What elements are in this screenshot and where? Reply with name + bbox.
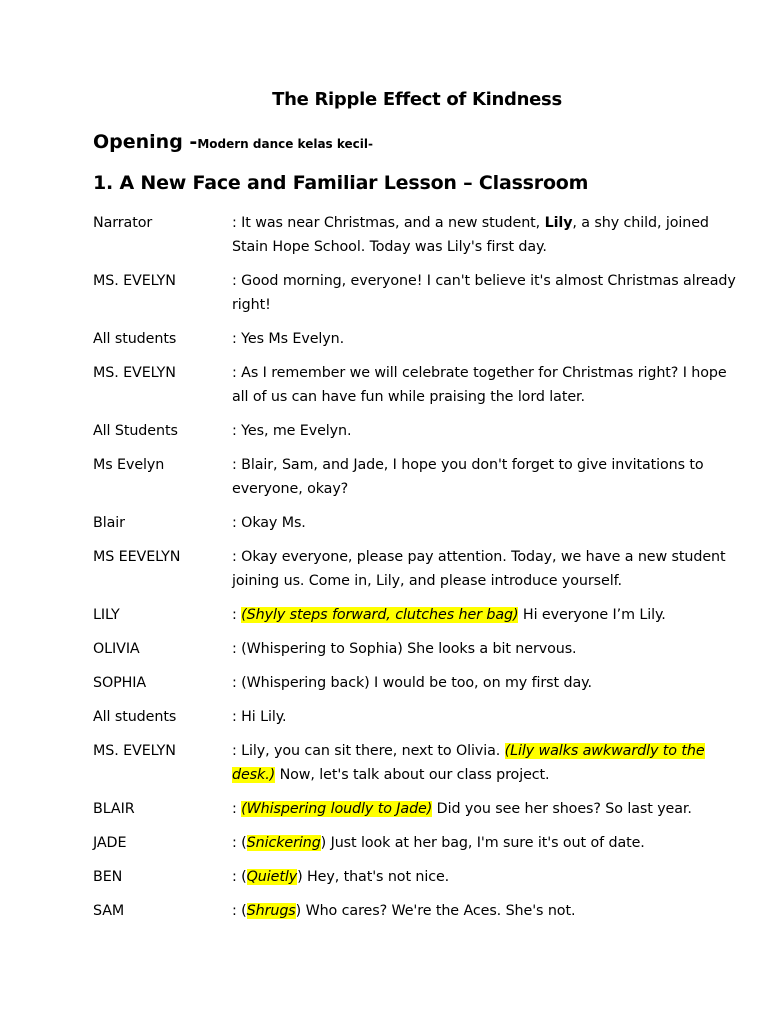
stage-direction: (Whispering loudly to Jade) <box>241 801 433 817</box>
text-segment: : ( <box>232 869 247 885</box>
dialogue-text <box>232 545 738 593</box>
dialogue-text <box>232 453 738 501</box>
speaker-name: OLIVIA <box>93 641 140 657</box>
opening-separator: - <box>182 131 198 153</box>
dialogue-text <box>232 739 738 787</box>
stage-direction: Shrugs <box>246 903 296 919</box>
opening-label: Opening <box>93 131 183 153</box>
speaker-name: All students <box>93 331 177 347</box>
dialogue-text <box>232 797 738 821</box>
dialogue-line <box>93 269 738 317</box>
dialogue-line <box>93 361 738 409</box>
text-segment: : <box>232 607 242 623</box>
dialogue-text <box>232 671 738 695</box>
text-segment: Did you see her shoes? So last year. <box>432 801 692 817</box>
dialogue-text <box>232 211 738 259</box>
opening-note: Modern dance kelas kecil- <box>197 137 373 151</box>
text-segment: : Good morning, everyone! I can't believe it's almost Christmas already right! <box>232 273 736 313</box>
dialogue-line <box>93 797 738 821</box>
dialogue-list <box>93 211 738 933</box>
dialogue-line <box>93 603 738 627</box>
text-segment: : (Whispering back) I would be too, on my first day. <box>232 675 592 691</box>
dialogue-line <box>93 739 738 787</box>
text-segment: : It was near Christmas, and a new student, <box>232 215 545 231</box>
text-segment: : ( <box>232 903 247 919</box>
text-segment: ) Who cares? We're the Aces. She's not. <box>295 903 576 919</box>
text-segment: : ( <box>232 835 247 851</box>
speaker-name: LILY <box>93 607 120 623</box>
text-segment: : (Whispering to Sophia) She looks a bit nervous. <box>232 641 577 657</box>
dialogue-text <box>232 511 738 535</box>
speaker-name: Ms Evelyn <box>93 457 165 473</box>
dialogue-text <box>232 603 738 627</box>
dialogue-text <box>232 899 738 923</box>
dialogue-text <box>232 419 738 443</box>
text-segment: ) Just look at her bag, I'm sure it's out of date. <box>320 835 645 851</box>
text-segment: : Yes, me Evelyn. <box>232 423 352 439</box>
speaker-name: MS. EVELYN <box>93 743 176 759</box>
speaker-name: Narrator <box>93 215 153 231</box>
text-segment: : Blair, Sam, and Jade, I hope you don't forget to give invitations to everyone, okay? <box>232 457 704 497</box>
dialogue-line <box>93 705 738 729</box>
speaker-name: MS. EVELYN <box>93 365 176 381</box>
speaker-name: Blair <box>93 515 125 531</box>
text-segment: : Yes Ms Evelyn. <box>232 331 345 347</box>
dialogue-text <box>232 637 738 661</box>
bold-name: Lily <box>544 215 573 231</box>
speaker-name: MS. EVELYN <box>93 273 176 289</box>
dialogue-text <box>232 705 738 729</box>
text-segment: : Lily, you can sit there, next to Olivia. <box>232 743 505 759</box>
dialogue-line <box>93 545 738 593</box>
dialogue-text <box>232 361 738 409</box>
dialogue-line <box>93 671 738 695</box>
dialogue-line <box>93 327 738 351</box>
text-segment: Hi everyone I’m Lily. <box>518 607 666 623</box>
text-segment: Now, let's talk about our class project. <box>275 767 550 783</box>
dialogue-text <box>232 269 738 317</box>
speaker-name: MS EEVELYN <box>93 549 181 565</box>
speaker-name: BEN <box>93 869 123 885</box>
dialogue-line <box>93 637 738 661</box>
dialogue-line <box>93 453 738 501</box>
stage-direction: Snickering <box>246 835 321 851</box>
speaker-name: BLAIR <box>93 801 135 817</box>
document-title: The Ripple Effect of Kindness <box>272 89 562 110</box>
text-segment: : <box>232 801 242 817</box>
text-segment: ) Hey, that's not nice. <box>297 869 450 885</box>
scene-heading: 1. A New Face and Familiar Lesson – Classroom <box>93 172 589 194</box>
text-segment: : As I remember we will celebrate together for Christmas right? I hope all of us can have fun while praising the lord later. <box>232 365 727 405</box>
speaker-name: SAM <box>93 903 125 919</box>
dialogue-line <box>93 899 738 923</box>
speaker-name: All students <box>93 709 177 725</box>
text-segment: , a shy child, joined Stain Hope School. Today was Lily's first day. <box>232 215 709 255</box>
speaker-name: JADE <box>93 835 127 851</box>
dialogue-line <box>93 511 738 535</box>
text-segment: : Hi Lily. <box>232 709 287 725</box>
dialogue-text <box>232 327 738 351</box>
dialogue-line <box>93 831 738 855</box>
stage-direction: (Lily walks awkwardly to the desk.) <box>232 743 705 783</box>
text-segment: : Okay everyone, please pay attention. Today, we have a new student joining us. Come in, Lily, and please introduce yourself. <box>232 549 726 589</box>
opening-heading <box>93 131 373 153</box>
dialogue-line <box>93 211 738 259</box>
speaker-name: All Students <box>93 423 178 439</box>
dialogue-line <box>93 865 738 889</box>
dialogue-text <box>232 865 738 889</box>
dialogue-line <box>93 419 738 443</box>
stage-direction: Quietly <box>246 869 298 885</box>
dialogue-text <box>232 831 738 855</box>
speaker-name: SOPHIA <box>93 675 147 691</box>
text-segment: : Okay Ms. <box>232 515 306 531</box>
stage-direction: (Shyly steps forward, clutches her bag) <box>241 607 519 623</box>
